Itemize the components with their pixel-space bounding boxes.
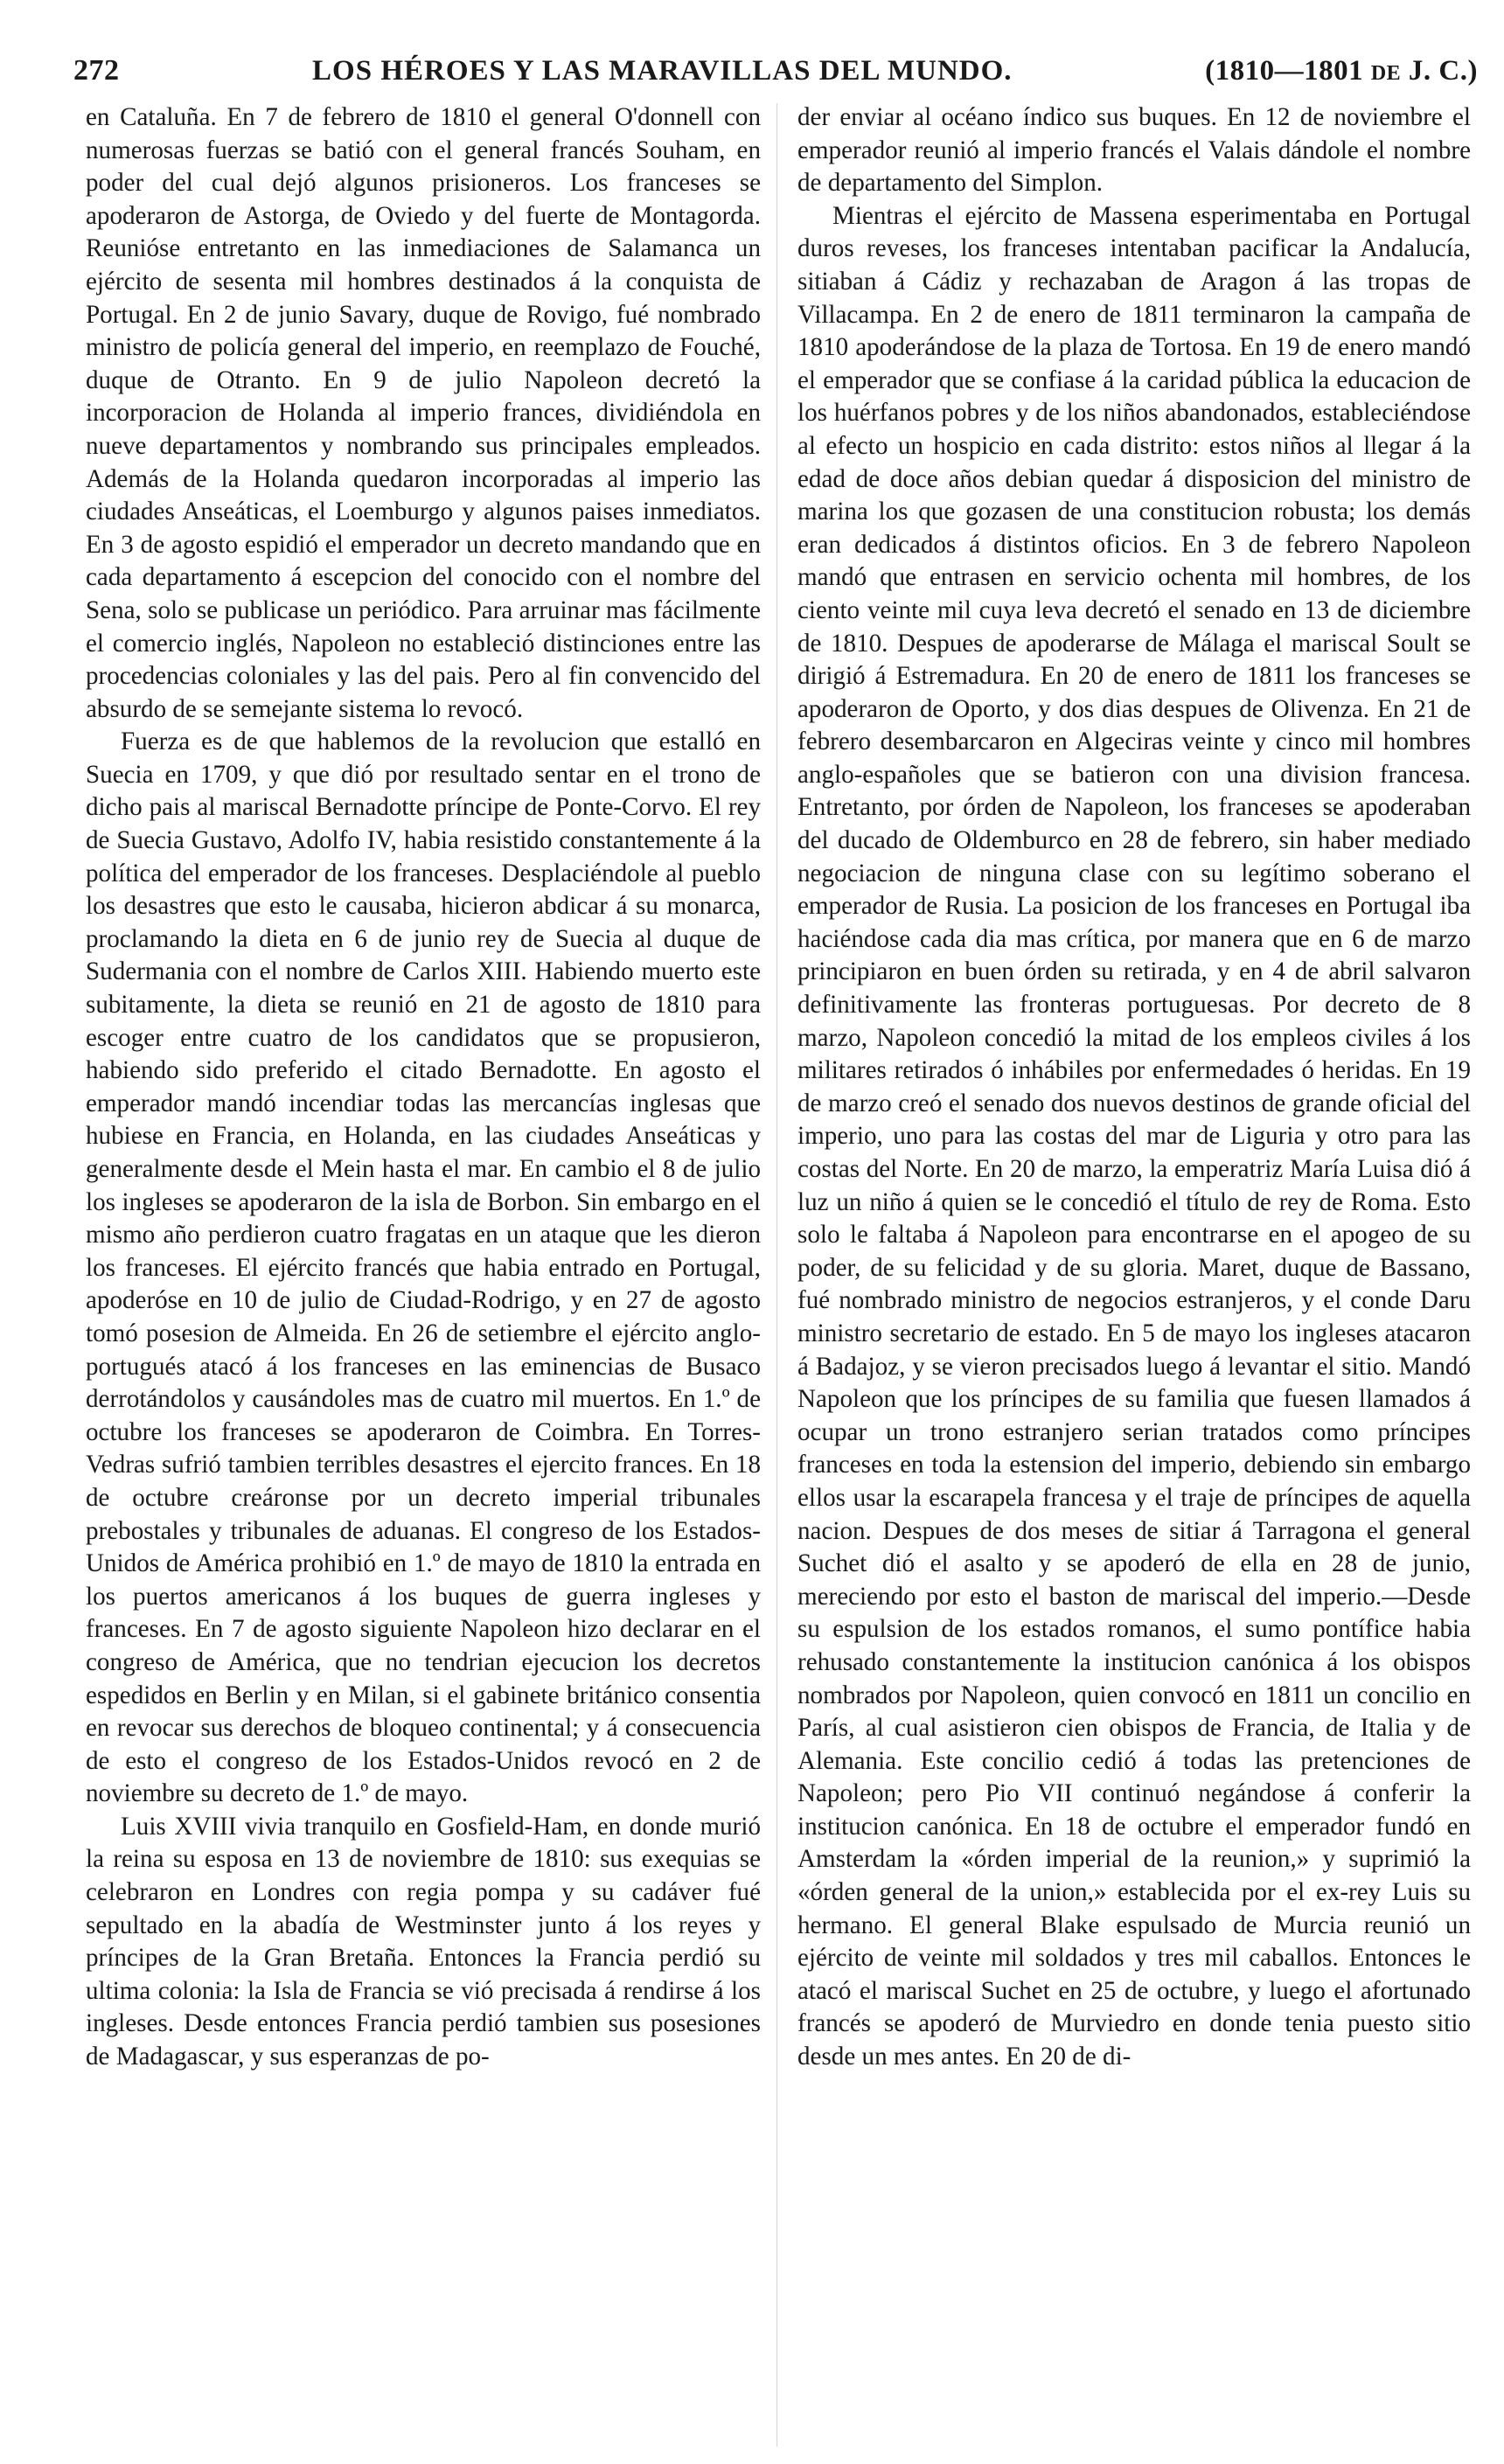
date-range <box>1205 55 1478 87</box>
paragraph: der enviar al océano índico sus buques. En 12 de noviembre el emperador reunió al imperio francés el Valais dándole el nombre de departamento del Simplon. <box>797 103 1471 198</box>
left-column <box>86 101 761 2438</box>
date-range-suffix: DE <box>1370 62 1402 85</box>
column-divider <box>776 103 778 2447</box>
paragraph: Mientras el ejército de Massena esperimentaba en Portugal duros reveses, los franceses intentaban pacificar la Andalucía, sitiaban á Cádiz y rechazaban de Aragon á las tropas de Villacampa. En 2 de enero de 1811 terminaron la campaña de 1810 apoderándose de la plaza de Tortosa. En 19 de enero mandó el emperador que se confiase á la caridad pública la educacion de los huérfanos pobres y de los niños abandonados, estableciéndose al efecto un hospicio en cada distrito: estos niños al llegar á la edad de doce años debian quedar á disposicion del ministro de marina los que gozasen de una constitucion robusta; los demás eran dedicados á distintos oficios. En 3 de febrero Napoleon mandó que entrasen en servicio ochenta mil hombres, de los ciento veinte mil cuya leva decretó el senado en 13 de diciembre de 1810. Despues de apoderarse de Málaga el mariscal Soult se dirigió á Estremadura. En 20 de enero de 1811 los franceses se apoderaron de Oporto, y dos dias despues de Olivenza. En 21 de febrero desembarcaron en Algeciras veinte y cinco mil hombres anglo-españoles que se batieron con una division francesa. Entretanto, por órden de Napoleon, los franceses se apoderaban del ducado de Oldemburco en 28 de febrero, sin haber mediado negociacion de ninguna clase con su legítimo soberano el emperador de Rusia. La posicion de los franceses en Portugal iba haciéndose cada dia mas crítica, por manera que en 6 de marzo principiaron en buen órden su retirada, y en 4 de abril salvaron definitivamente las fronteras portuguesas. Por decreto de 8 marzo, Napoleon concedió la mitad de los empleos civiles á los militares retirados ó inhábiles por enfermedades ó heridas. En 19 de marzo creó el senado dos nuevos destinos de grande oficial del imperio, uno para las costas del mar de Liguria y otro para las costas del Norte. En 20 de marzo, la emperatriz María Luisa dió á luz un niño á quien se le concedió el título de rey de Roma. Esto solo le faltaba á Napoleon para encontrarse en el apogeo de su poder, de su felicidad y de su gloria. Maret, duque de Bassano, fué nombrado ministro de negocios estranjeros, y el conde Daru ministro secretario de estado. En 5 de mayo los ingleses atacaron á Badajoz, y se vieron precisados luego á levantar el sitio. Mandó Napoleon que los príncipes de su familia que fuesen llamados á ocupar un trono estranjero serian tratados como príncipes franceses en toda la estension del imperio, debiendo sin embargo ellos usar la escarapela francesa y el traje de príncipes de aquella nacion. Despues de dos meses de sitiar á Tarragona el general Suchet dió el asalto y se apoderó de ella en 28 de junio, mereciendo por esto el baston de mariscal del imperio.—Desde su espulsion de los estados romanos, el sumo pontífice habia rehusado constantemente la institucion canónica á los obispos nombrados por Napoleon, quien convocó en 1811 un concilio en París, al cual asistieron cien obispos de Francia, de Italia y de Alemania. Este concilio cedió á todas las pretenciones de Napoleon; pero Pio VII continuó negándose á conferir la institucion canónica. En 18 de octubre el emperador fundó en Amsterdam la «órden imperial de la reunion,» y suprimió la «órden general de la union,» establecida por el ex-rey Luis su hermano. El general Blake espulsado de Murcia reunió un ejército de veinte mil soldados y tres mil caballos. Entonces le atacó el mariscal Suchet en 25 de octubre, y luego el afortunado francés se apoderó de Murviedro en donde tenia puesto sitio desde un mes antes. En 20 de di- <box>797 201 1471 2071</box>
running-header <box>73 54 1478 89</box>
right-column <box>797 101 1471 2438</box>
date-range-era: J. C.) <box>1408 55 1478 87</box>
running-title: LOS HÉROES Y LAS MARAVILLAS DEL MUNDO. <box>312 55 1013 87</box>
date-range-years: (1810—1801 <box>1205 55 1364 87</box>
paragraph: Fuerza es de que hablemos de la revolucion que estalló en Suecia en 1709, y que dió por resultado sentar en el trono de dicho pais al mariscal Bernadotte príncipe de Ponte-Corvo. El rey de Suecia Gustavo, Adolfo IV, habia resistido constantemente á la política del emperador de los franceses. Desplaciéndole al pueblo los desastres que esto le causaba, hicieron abdicar á su monarca, proclamando la dieta en 6 de junio rey de Suecia al duque de Sudermania con el nombre de Carlos XIII. Habiendo muerto este subitamente, la dieta se reunió en 21 de agosto de 1810 para escoger entre cuatro de los candidatos que se propusieron, habiendo sido preferido el citado Bernadotte. En agosto el emperador mandó incendiar todas las mercancías inglesas que hubiese en Francia, en Holanda, en las ciudades Anseáticas y generalmente desde el Mein hasta el mar. En cambio el 8 de julio los ingleses se apoderaron de la isla de Borbon. Sin embargo en el mismo año perdieron cuatro fragatas en un ataque que les dieron los franceses. El ejército francés que habia entrado en Portugal, apoderóse en 10 de julio de Ciudad-Rodrigo, y en 27 de agosto tomó posesion de Almeida. En 26 de setiembre el ejército anglo-portugués atacó á los franceses en las eminencias de Busaco derrotándolos y causándoles mas de cuatro mil muertos. En 1.º de octubre los franceses se apoderaron de Coimbra. En Torres-Vedras sufrió tambien terribles desastres el ejercito frances. En 18 de octubre creáronse por un decreto imperial tribunales prebostales y tribunales de aduanas. El congreso de los Estados-Unidos de América prohibió en 1.º de mayo de 1810 la entrada en los puertos americanos á los buques de guerra ingleses y franceses. En 7 de agosto siguiente Napoleon hizo declarar en el congreso de América, que no tendrian ejecucion los decretos espedidos en Berlin y en Milan, si el gabinete británico consentia en revocar sus derechos de bloqueo continental; y á consecuencia de esto el congreso de los Estados-Unidos revocó en 2 de noviembre su decreto de 1.º de mayo. <box>86 727 761 1808</box>
paragraph: Luis XVIII vivia tranquilo en Gosfield-Ham, en donde murió la reina su esposa en 13 de noviembre de 1810: sus exequias se celebraron en Londres con regia pompa y su cadáver fué sepultado en la abadía de Westminster junto á los reyes y príncipes de la Gran Bretaña. Entonces la Francia perdió su ultima colonia: la Isla de Francia se vió precisada á rendirse á los ingleses. Desde entonces Francia perdió tambien sus posesiones de Madagascar, y sus esperanzas de po- <box>86 1812 761 2071</box>
page-number: 272 <box>73 54 120 87</box>
paragraph: en Cataluña. En 7 de febrero de 1810 el general O'donnell con numerosas fuerzas se batió con el general francés Souham, en poder del cual dejó algunos prisioneros. Los franceses se apoderaron de Astorga, de Oviedo y del fuerte de Montagorda. Reunióse entretanto en las inmediaciones de Salamanca un ejército de sesenta mil hombres destinados á la conquista de Portugal. En 2 de junio Savary, duque de Rovigo, fué nombrado ministro de policía general del imperio, en reemplazo de Fouché, duque de Otranto. En 9 de julio Napoleon decretó la incorporacion de Holanda al imperio frances, dividiéndola en nueve departamentos y nombrando sus principales empleados. Además de la Holanda quedaron incorporadas al imperio las ciudades Anseáticas, el Loemburgo y algunos paises inmediatos. En 3 de agosto espidió el emperador un decreto mandando que en cada departamento á escepcion del conocido con el nombre del Sena, solo se publicase un periódico. Para arruinar mas fácilmente el comercio inglés, Napoleon no estableció distinciones entre las procedencias coloniales y las del pais. Pero al fin convencido del absurdo de se semejante sistema lo revocó. <box>86 103 761 723</box>
